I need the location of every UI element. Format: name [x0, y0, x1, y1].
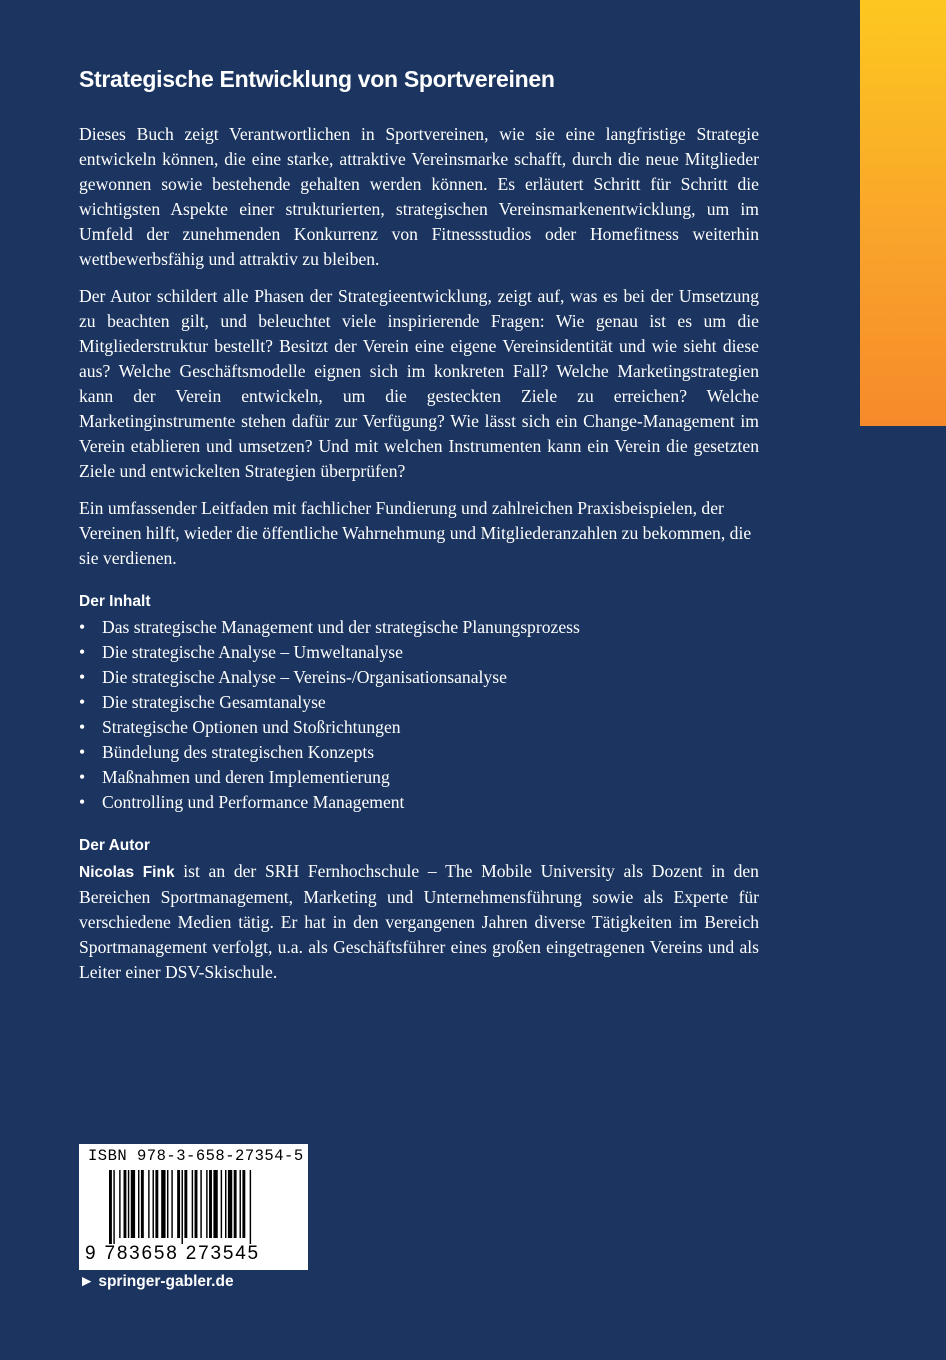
list-item: [79, 690, 759, 715]
book-title: Strategische Entwicklung von Sportvereinen: [79, 66, 555, 92]
barcode-bar: [240, 1170, 241, 1238]
barcode-bar: [138, 1170, 139, 1238]
list-item: [79, 640, 759, 665]
isbn-barcode: [79, 1144, 308, 1270]
bullet-icon: •: [79, 617, 86, 637]
barcode-bar: [192, 1170, 193, 1238]
list-item: [79, 740, 759, 765]
accent-color-bar: [860, 0, 946, 426]
barcode-bar: [206, 1170, 207, 1238]
barcode-bar: [200, 1170, 201, 1238]
description-paragraph-1: Dieses Buch zeigt Verantwortlichen in Sportvereinen, wie sie eine langfristige Strategie entwickeln können, die eine starke, attraktive Vereinsmarke schafft, durch die neue Mitglieder gewonnen sowie bestehende gehalten werden können. Es erläutert Schritt für Schritt die wichtigsten Aspekte einer strukturierten, strategischen Vereinsmarkenentwicklung, um im Umfeld der zunehmenden Konkurrenz von Fitnessstudios oder Homefitness weiterhin wettbewerbsfähig und attraktiv zu bleiben.: [79, 124, 759, 269]
author-name: Nicolas Fink: [79, 864, 175, 881]
barcode-bar: [228, 1170, 232, 1238]
back-cover-content: [79, 62, 759, 997]
list-item-text: Das strategische Management und der strategische Planungsprozess: [102, 617, 580, 637]
bullet-icon: •: [79, 767, 86, 787]
list-item: [79, 715, 759, 740]
barcode-bar: [167, 1170, 168, 1238]
author-heading: Der Autor: [79, 837, 150, 854]
barcode-bar: [109, 1170, 112, 1244]
list-item-text: Strategische Optionen und Stoßrichtungen: [102, 717, 401, 737]
barcode-bar: [177, 1170, 180, 1238]
description-paragraph-3: Ein umfassender Leitfaden mit fachlicher Fundierung und zahlreichen Praxisbeispielen, der Vereinen hilft, wieder die öffentliche Wahrnehmung und Mitgliederanzahlen zu bekommen, die sie verdienen.: [79, 498, 752, 568]
list-item-text: Die strategische Analyse – Vereins-/Organisationsanalyse: [102, 667, 507, 687]
isbn-label: ISBN 978-3-658-27354-5: [88, 1147, 304, 1165]
barcode-bar: [182, 1170, 183, 1244]
arrow-right-icon: ►: [79, 1273, 95, 1290]
barcode-bar: [124, 1170, 127, 1238]
list-item-text: Controlling und Performance Management: [102, 792, 405, 812]
barcode-bar: [225, 1170, 226, 1238]
barcode-bar: [155, 1170, 158, 1238]
barcode-bar: [128, 1170, 129, 1238]
bullet-icon: •: [79, 717, 86, 737]
barcode-bar: [141, 1170, 144, 1238]
barcode-bar: [153, 1170, 154, 1238]
list-item-text: Die strategische Analyse – Umweltanalyse: [102, 642, 403, 662]
barcode-bar: [148, 1170, 149, 1238]
bullet-icon: •: [79, 642, 86, 662]
list-item-text: Maßnahmen und deren Implementierung: [102, 767, 390, 787]
contents-list: [79, 615, 759, 815]
list-item-text: Die strategische Gesamtanalyse: [102, 692, 326, 712]
barcode-bar: [171, 1170, 172, 1238]
bullet-icon: •: [79, 667, 86, 687]
barcode-bar: [184, 1170, 187, 1238]
publisher-link[interactable]: [79, 1273, 234, 1291]
bullet-icon: •: [79, 742, 86, 762]
barcode-bar: [195, 1170, 198, 1238]
barcode-bar: [234, 1170, 237, 1238]
barcode-bar: [242, 1170, 245, 1238]
list-item-text: Bündelung des strategischen Konzepts: [102, 742, 375, 762]
barcode-bar: [250, 1170, 251, 1244]
barcode-bar: [209, 1170, 212, 1238]
author-bio: [79, 859, 759, 985]
barcode-bar: [161, 1170, 165, 1238]
barcode-bar: [113, 1170, 114, 1244]
contents-heading: Der Inhalt: [79, 593, 151, 610]
description-paragraph-2: Der Autor schildert alle Phasen der Strategieentwicklung, zeigt auf, was es bei der Umsetzung zu beachten gilt, und beleuchtet viele inspirierende Fragen: Wie genau ist es um die Mitgliederstruktur bestellt? Besitzt der Verein eine eigene Vereinsidentität und wie sieht diese aus? Welche Geschäftsmodelle eignen sich im konkreten Fall? Welche Marketingstrategien kann der Verein entwickeln, um die gesteckten Ziele zu erreichen? Welche Marketinginstrumente stehen dafür zur Verfügung? Wie lässt sich ein Change-Management im Verein etablieren und umsetzen? Und mit welchen Instrumenten kann ein Verein die gesetzten Ziele und entwickelten Strategien überprüfen?: [79, 286, 759, 481]
list-item: [79, 665, 759, 690]
barcode-bars: [79, 1168, 308, 1244]
bullet-icon: •: [79, 692, 86, 712]
publisher-url: springer-gabler.de: [98, 1273, 234, 1290]
ean-digits: 9 783658 273545: [85, 1243, 260, 1264]
barcode-bar: [221, 1170, 222, 1238]
list-item: [79, 765, 759, 790]
author-bio-text: ist an der SRH Fernhochschule – The Mobile University als Dozent in den Bereichen Sportmanagement, Marketing und Unternehmensführung sowie als Experte für verschiedene Medien tätig. Er hat in den vergangenen Jahren diverse Tätigkeiten im Bereich Sportmanagement verfolgt, u.a. als Geschäftsführer eines großen eingetragenen Vereins und als Leiter einer DSV-Skischule.: [79, 861, 759, 982]
list-item: [79, 615, 759, 640]
barcode-bar: [119, 1170, 120, 1238]
bullet-icon: •: [79, 792, 86, 812]
barcode-bar: [131, 1170, 135, 1238]
barcode-bar: [213, 1170, 217, 1238]
list-item: [79, 790, 759, 815]
